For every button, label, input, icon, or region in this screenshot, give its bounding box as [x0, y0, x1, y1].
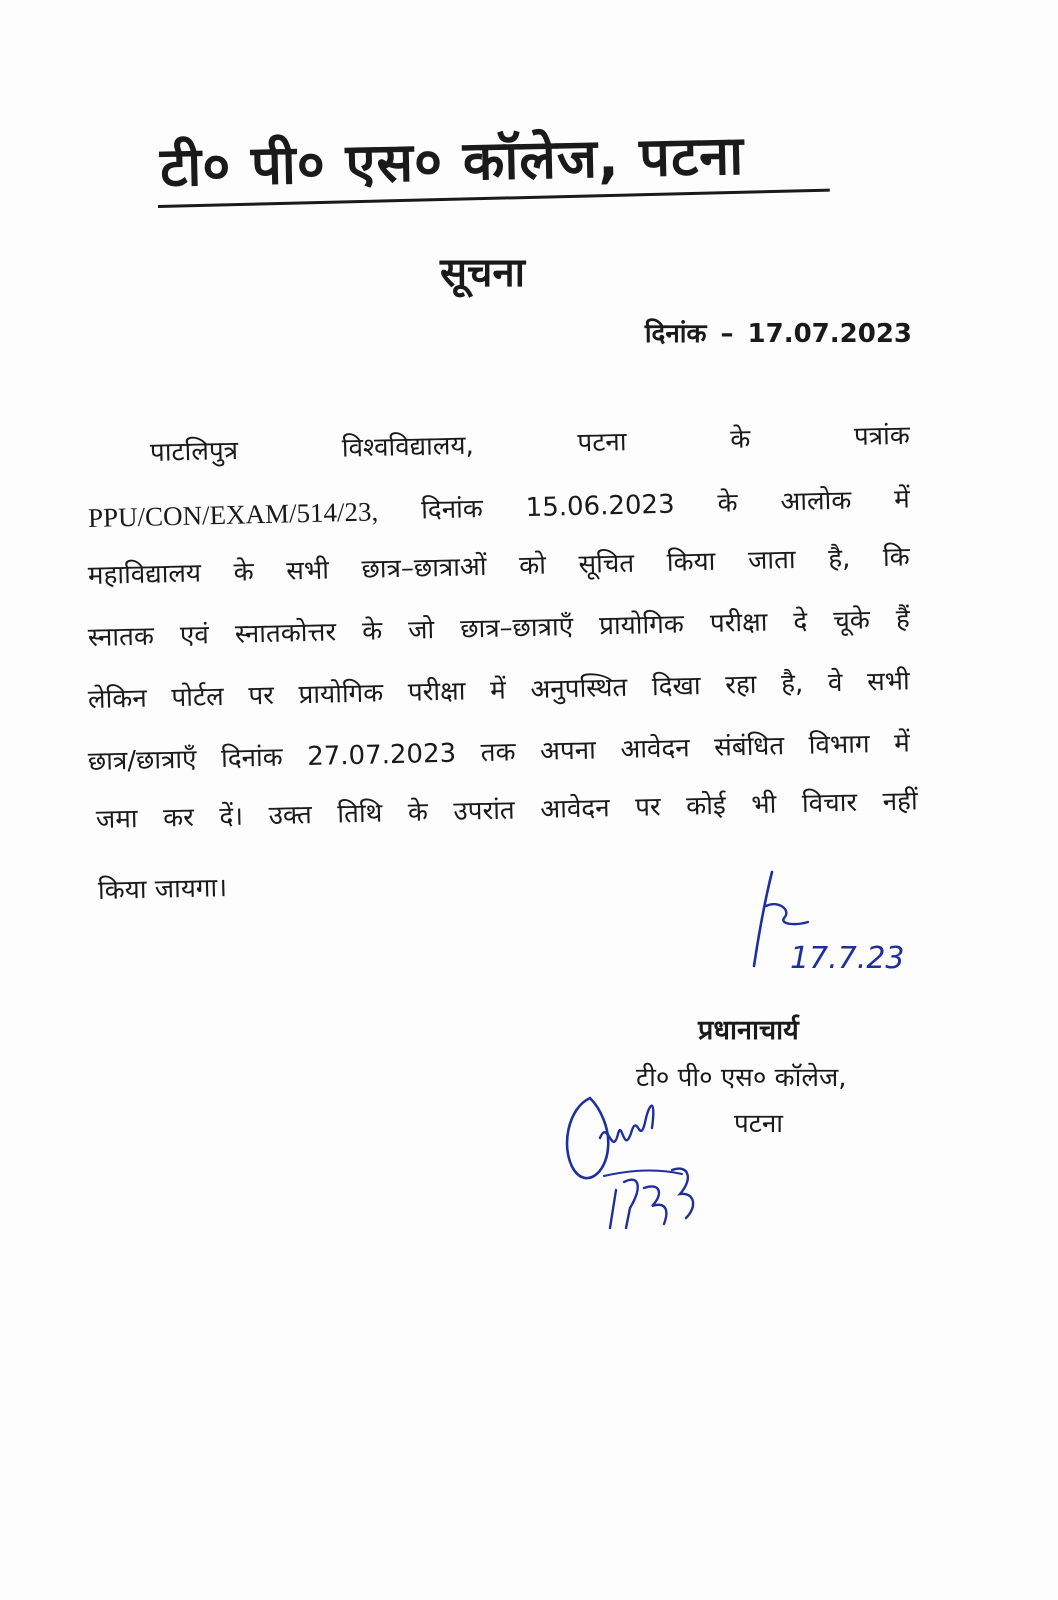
body-word: पर — [634, 792, 661, 823]
body-word: चूके — [833, 605, 871, 637]
body-word: में — [489, 675, 507, 706]
body-line-6 — [88, 725, 911, 780]
body-word: विभाग — [808, 729, 870, 761]
body-word: भी — [751, 789, 777, 821]
body-line-8: किया जायगा। — [97, 873, 228, 906]
letter-reference: PPU/CON/EXAM/514/23, — [87, 496, 379, 533]
body-word: जमा — [95, 804, 138, 835]
body-line-3 — [88, 539, 911, 594]
date-value: 17.07.2023 — [747, 319, 912, 349]
body-word: लेकिन — [87, 683, 148, 715]
body-word: पत्रांक — [853, 420, 911, 453]
body-word: के — [717, 488, 738, 519]
body-word: परीक्षा — [709, 607, 768, 639]
body-word: पोर्टल — [171, 681, 225, 714]
notice-date — [645, 314, 912, 350]
body-word: सभी — [866, 666, 911, 698]
principal-signature — [560, 1078, 710, 1238]
body-word: दिखा — [651, 671, 701, 703]
deadline-date: 27.07.2023 — [306, 738, 457, 773]
date-separator: – — [720, 319, 734, 349]
body-word: सभी — [286, 555, 330, 587]
body-word: प्रायोगिक — [298, 678, 384, 711]
body-word: कोई — [685, 790, 727, 822]
date-label: दिनांक — [644, 319, 707, 349]
body-word: को — [518, 550, 547, 582]
body-word: तिथि — [337, 798, 383, 830]
body-word: वे — [827, 667, 843, 699]
body-word: विश्वविद्यालय, — [341, 430, 475, 464]
body-word: नहीं — [882, 786, 919, 818]
body-word: अपना — [539, 735, 597, 767]
body-word: दे — [793, 606, 808, 637]
body-line-1 — [150, 418, 911, 471]
body-word: दिनांक — [420, 494, 484, 526]
signatory-college: टी० पी० एस० कॉलेज, — [636, 1063, 847, 1093]
body-word: है, — [827, 543, 851, 575]
body-word: के — [407, 797, 429, 828]
body-word: छात्र–छात्राओं — [361, 551, 487, 585]
body-word: के — [361, 616, 383, 647]
body-word: कर — [162, 802, 195, 834]
body-word: दें। — [219, 801, 244, 833]
body-word: उपरांत — [453, 795, 516, 827]
body-word: किया — [666, 546, 716, 578]
body-word: आलोक — [780, 485, 852, 518]
handwritten-date-text: 17.7.23 — [790, 941, 905, 976]
body-word: दिनांक — [220, 742, 284, 774]
body-word: पाटलिपुत्र — [149, 436, 239, 468]
body-word: कि — [882, 542, 911, 573]
body-word: स्नातकोत्तर — [234, 617, 337, 650]
body-word: आवेदन — [620, 733, 690, 765]
body-word: प्रायोगिक — [598, 609, 685, 642]
body-line-4 — [88, 601, 911, 656]
body-word: के — [233, 557, 255, 588]
body-word: तक — [480, 737, 516, 769]
body-word: में — [893, 484, 911, 515]
body-word: में — [893, 728, 911, 759]
body-word: परीक्षा — [407, 676, 466, 708]
body-line-5 — [88, 663, 911, 718]
college-title: टी० पी० एस० कॉलेज, पटना — [159, 123, 745, 199]
body-word: छात्र/छात्राएँ — [87, 744, 197, 777]
body-word: अनुपस्थित — [530, 672, 628, 705]
body-word: उक्त — [268, 800, 313, 832]
body-word: सूचित — [578, 548, 635, 580]
body-word: आवेदन — [539, 793, 610, 825]
handwritten-date-signature — [750, 866, 940, 976]
body-word: पटना — [577, 427, 627, 459]
body-word: विचार — [801, 787, 858, 819]
signatory-title: प्रधानाचार्य — [698, 1015, 799, 1046]
body-word: एवं — [179, 620, 210, 651]
body-word: संबंधित — [713, 731, 785, 763]
body-word: रहा — [724, 669, 757, 701]
notice-heading: सूचना — [440, 250, 525, 296]
body-word: हैं — [895, 604, 911, 635]
body-word: जाता — [747, 544, 796, 577]
body-line-7 — [96, 783, 919, 838]
body-word: जो — [407, 615, 435, 646]
body-word: पर — [248, 680, 275, 712]
body-word: है, — [780, 668, 804, 700]
body-line-2 — [88, 481, 911, 536]
body-word: स्नातक — [87, 621, 155, 653]
reference-date: 15.06.2023 — [525, 489, 675, 524]
body-word: छात्र–छात्राएँ — [459, 611, 574, 645]
signatory-city: पटना — [734, 1109, 784, 1139]
body-word: के — [729, 424, 751, 455]
body-word: महाविद्यालय — [87, 558, 202, 591]
